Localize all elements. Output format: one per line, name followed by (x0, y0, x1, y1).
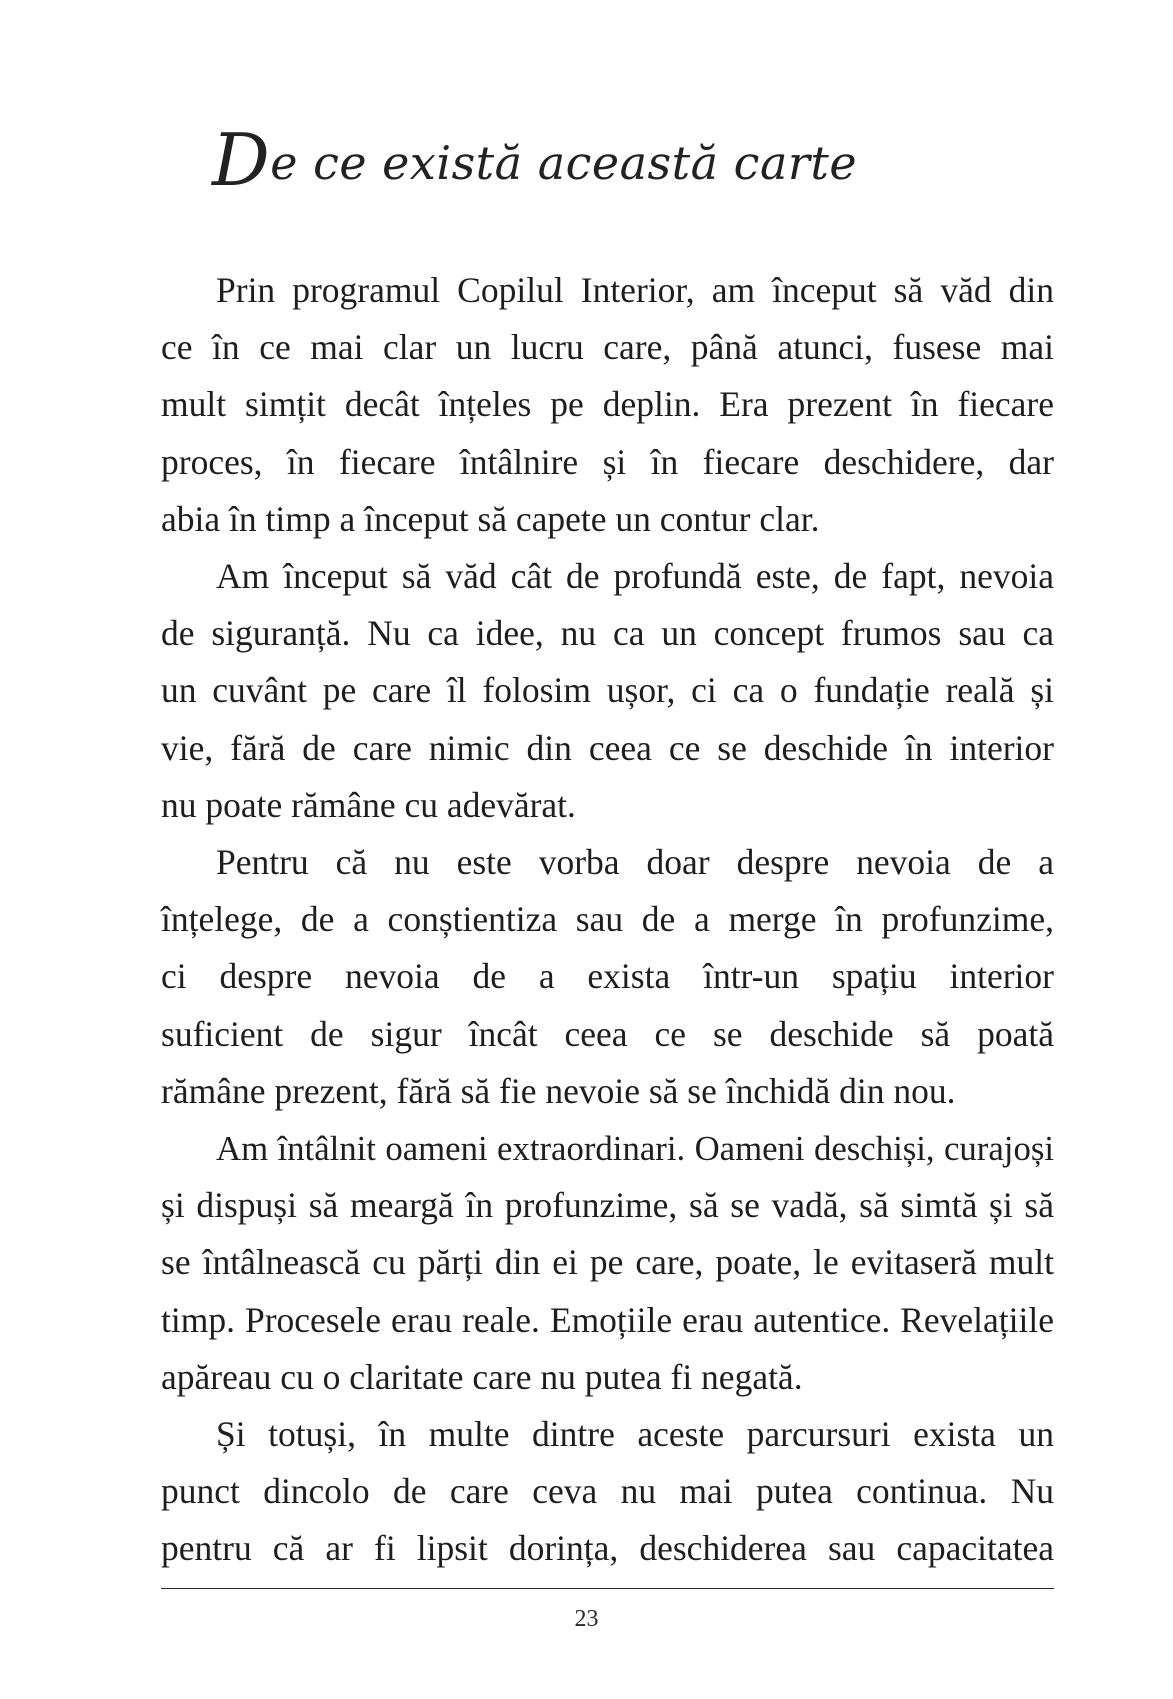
paragraph-4 (161, 1120, 1054, 1406)
text-line: se întâlnească cu părți din ei pe care, poate, le evitaseră mult (161, 1242, 1054, 1283)
text-line: Am început să văd cât de profundă este, de fapt, nevoia (216, 556, 1054, 597)
text-line: Prin programul Copilul Interior, am început să văd din (216, 270, 1054, 310)
text-line: punct dincolo de care ceva nu mai putea continua. Nu (161, 1471, 1054, 1512)
text-line: rămâne prezent, fără să fie nevoie să se închidă din nou. (161, 1070, 956, 1111)
text-line: proces, în fiecare întâlnire și în fiecare deschidere, dar (161, 441, 1054, 482)
chapter-title-initial: D (212, 118, 271, 202)
text-line: și dispuși să meargă în profunzime, să se vadă, să simtă și să (161, 1185, 1054, 1226)
text-line: înțelege, de a conștientiza sau de a merge în profunzime, (161, 899, 1054, 940)
text-line: timp. Procesele erau reale. Emoțiile erau autentice. Revelațiile (161, 1299, 1054, 1340)
text-line: ci despre nevoia de a exista într-un spațiu interior (161, 956, 1054, 997)
body-text (161, 262, 1054, 1578)
text-line: Am întâlnit oameni extraordinari. Oameni deschiși, curajoși (216, 1129, 1054, 1169)
text-line: vie, fără de care nimic din ceea ce se deschide în interior (161, 727, 1054, 768)
text-line: ce în ce mai clar un lucru care, până atunci, fusese mai (161, 327, 1054, 368)
footer-rule (161, 1588, 1054, 1589)
text-line: suficient de sigur încât ceea ce se deschide să poată (161, 1013, 1054, 1054)
chapter-title (212, 118, 858, 202)
paragraph-1 (161, 262, 1054, 548)
text-line: Și totuși, în multe dintre aceste parcursuri exista un (216, 1414, 1054, 1455)
paragraph-3 (161, 834, 1054, 1120)
page-number: 23 (574, 1606, 599, 1632)
paragraph-2 (161, 548, 1054, 834)
text-line: apăreau cu o claritate care nu putea fi negată. (161, 1356, 803, 1397)
text-line: nu poate rămâne cu adevărat. (161, 784, 576, 825)
text-line: un cuvânt pe care îl folosim ușor, ci ca o fundație reală și (161, 670, 1054, 711)
text-line: de siguranță. Nu ca idee, nu ca un concept frumos sau ca (161, 613, 1054, 654)
paragraph-5 (161, 1406, 1054, 1578)
text-line: Pentru că nu este vorba doar despre nevoia de a (216, 842, 1054, 883)
chapter-title-rest: e ce există această carte (270, 136, 858, 190)
text-line: mult simțit decât înțeles pe deplin. Era prezent în fiecare (161, 384, 1054, 425)
text-line: abia în timp a început să capete un contur clar. (161, 498, 820, 539)
text-line: pentru că ar fi lipsit dorința, deschiderea sau capacitatea (161, 1528, 1054, 1569)
